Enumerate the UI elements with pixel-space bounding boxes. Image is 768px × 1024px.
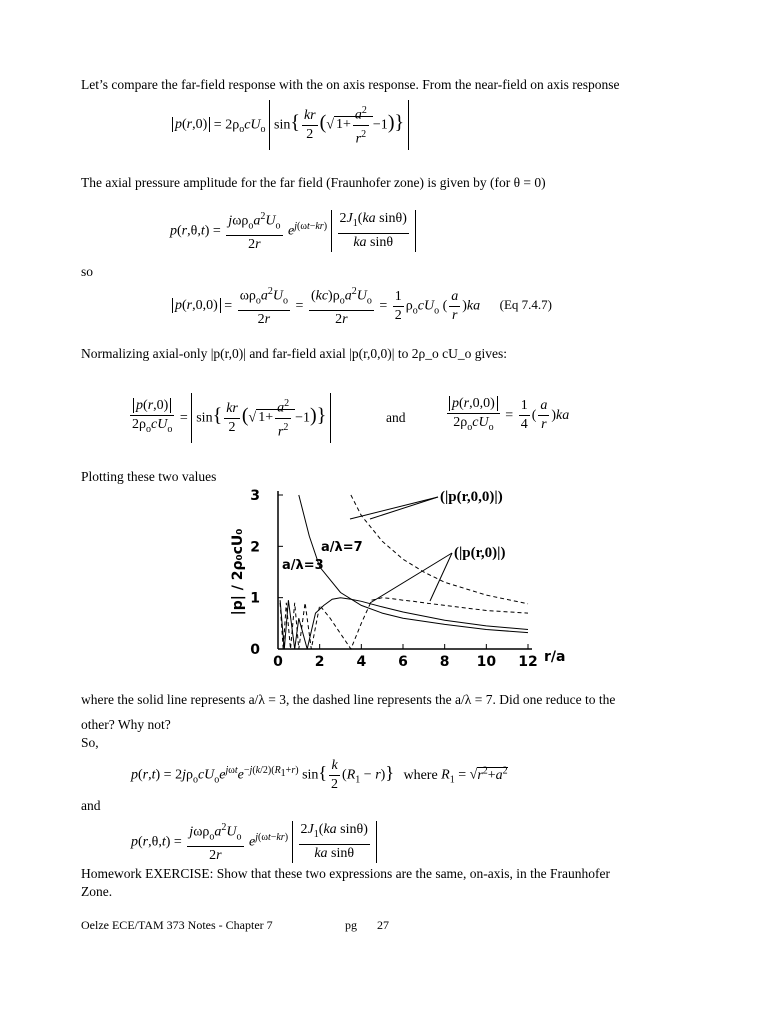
series-line-solid-far-field xyxy=(299,495,528,633)
axial-intro-text: The axial pressure amplitude for the far field (Fraunhofer zone) is given by (for θ = 0) xyxy=(81,175,546,190)
chart xyxy=(190,483,590,683)
x-tick-label: 10 xyxy=(476,654,497,670)
equation-near-field: $p(r,0) = 2\rho_ocU_o$ sin{ $\frac{kr}{2}$ (√ 1+ $\frac{a^2}{r^2}$ −1)} xyxy=(172,100,409,150)
y-tick-label: 0 xyxy=(250,642,260,658)
equation-normalized-near: $\frac{p(r,0)}{2\rho_ocU_o}$ = sin{ $\frac{kr}{2}$ (√ 1+ $\frac{a^2}{r^2}$ −1)} xyxy=(128,393,331,443)
y-tick-label: 2 xyxy=(250,539,260,556)
y-axis-label: |p| / 2ρ₀cU₀ xyxy=(230,528,246,616)
intro-text: Let’s compare the far-field response with the on axis response. From the near-field on axis response xyxy=(81,77,620,92)
annotation-far-field: (|p(r,0,0)|) xyxy=(440,489,503,505)
annotation-a-lambda-3: a/λ=3 xyxy=(282,558,324,573)
x-tick-label: 8 xyxy=(439,654,450,670)
chart-labels xyxy=(230,488,565,670)
x-axis-label: r/a xyxy=(544,649,566,665)
equation-far-field-repeat: p(r,θ,t) = $\frac{j\omega\rho_oa^2U_o}{2r}$ $e^{j(\omega t-kr)}$ $\frac{2J_1(ka \sin\theta)}{\text{ka sinθ}}$ xyxy=(131,819,377,865)
x-tick-label: 6 xyxy=(398,654,408,670)
series-line-solid-near-field xyxy=(280,598,528,649)
so2-text: So, xyxy=(81,735,99,750)
annotation-a-lambda-7: a/λ=7 xyxy=(321,540,363,555)
footer-page-number: 27 xyxy=(377,918,389,932)
x-tick-label: 12 xyxy=(518,654,538,670)
annotation-arrow xyxy=(370,553,452,603)
equation-p-rt: $p(r,t) = 2j\rho_ocU_oe^{j\omega t}e^{-j(k/2)(R_1+r)}$ sin{ $\frac{k}{2}$ $(R_1 - r)$} where $R_1 = √r^2+a^2$ xyxy=(131,758,508,792)
normalizing-text: Normalizing axial-only |p(r,0)| and far-field axial |p(r,0,0)| to 2ρ_o cU_o gives: xyxy=(81,346,507,361)
annotation-arrow xyxy=(370,497,438,519)
footer-course: Oelze ECE/TAM 373 Notes - Chapter 7 xyxy=(81,918,273,932)
homework-text-2: Zone. xyxy=(81,884,113,899)
other-text: other? Why not? xyxy=(81,717,171,732)
homework-text-1: Homework EXERCISE: Show that these two expressions are the same, on-axis, in the Fraunhofer xyxy=(81,866,611,881)
annotation-arrow xyxy=(350,497,438,519)
so-text: so xyxy=(81,264,94,279)
equation-far-field: p(r,θ,t) = $\frac{j\omega\rho_oa^2U_o}{2r}$ $e^{j(\omega t-kr)}$ $\frac{2J_1(ka \sin\theta)}{\text{ka sinθ}}$ xyxy=(170,208,416,254)
equation-normalized-far: $\frac{p(r,0,0)}{2\rho_ocU_o}$ = $\frac{1}{4}$ ( $\frac{a}{r}$ )ka xyxy=(445,395,569,437)
footer-pg-label: pg xyxy=(345,918,357,932)
series-line-dashed-near-field xyxy=(280,598,528,649)
x-tick-label: 4 xyxy=(356,654,367,670)
equation-axial-far: p(r,0,0) = $\frac{\omega\rho_oa^2U_o}{2r}$ = $\frac{(kc)\rho_oa^2U_o}{2r}$ = $\frac{1}{2}$ $\rho_ocU_o$ ( $\frac{a}{r}$ )ka (Eq 7.4.7) xyxy=(172,283,552,329)
and2-text: and xyxy=(81,798,101,813)
y-tick-label: 3 xyxy=(250,488,260,504)
equation-label: (Eq 7.4.7) xyxy=(499,297,552,313)
where-label: where xyxy=(403,767,438,783)
x-tick-label: 0 xyxy=(273,654,283,670)
x-tick-label: 2 xyxy=(314,654,325,670)
and-text: and xyxy=(386,410,406,425)
plotting-text: Plotting these two values xyxy=(81,469,217,484)
where-solid-text: where the solid line represents a/λ = 3, the dashed line represents the a/λ = 7. Did one reduce to the xyxy=(81,692,616,707)
annotation-near-field: (|p(r,0)|) xyxy=(454,545,506,561)
y-tick-label: 1 xyxy=(250,590,260,607)
